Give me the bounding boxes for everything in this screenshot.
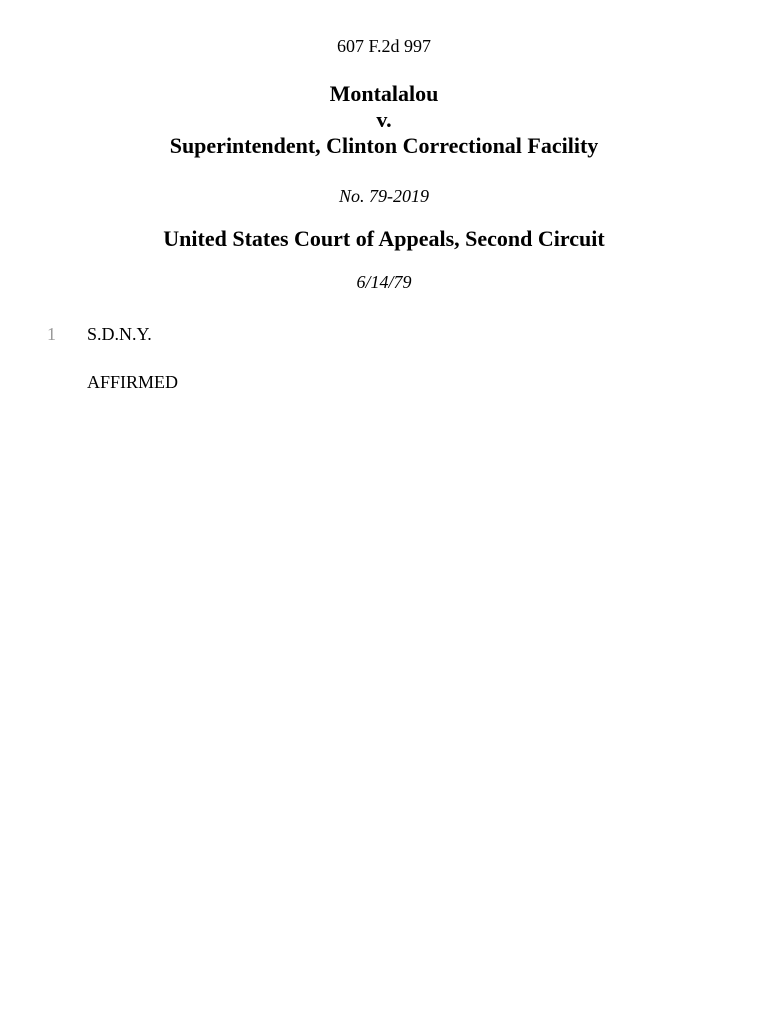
versus-label: v. <box>376 107 392 132</box>
reporter-citation: 607 F.2d 997 <box>336 36 432 56</box>
decision-date: 6/14/79 <box>356 272 412 292</box>
case-caption <box>0 81 768 159</box>
paragraph-text: S.D.N.Y. <box>87 324 152 344</box>
court-name: United States Court of Appeals, Second Circuit <box>163 226 605 251</box>
docket-number: No. 79-2019 <box>339 186 429 206</box>
party-two: Superintendent, Clinton Correctional Facility <box>169 133 599 158</box>
party-one: Montalalou <box>329 81 439 106</box>
disposition-text: AFFIRMED <box>87 372 179 392</box>
paragraph-number: 1 <box>47 324 56 344</box>
